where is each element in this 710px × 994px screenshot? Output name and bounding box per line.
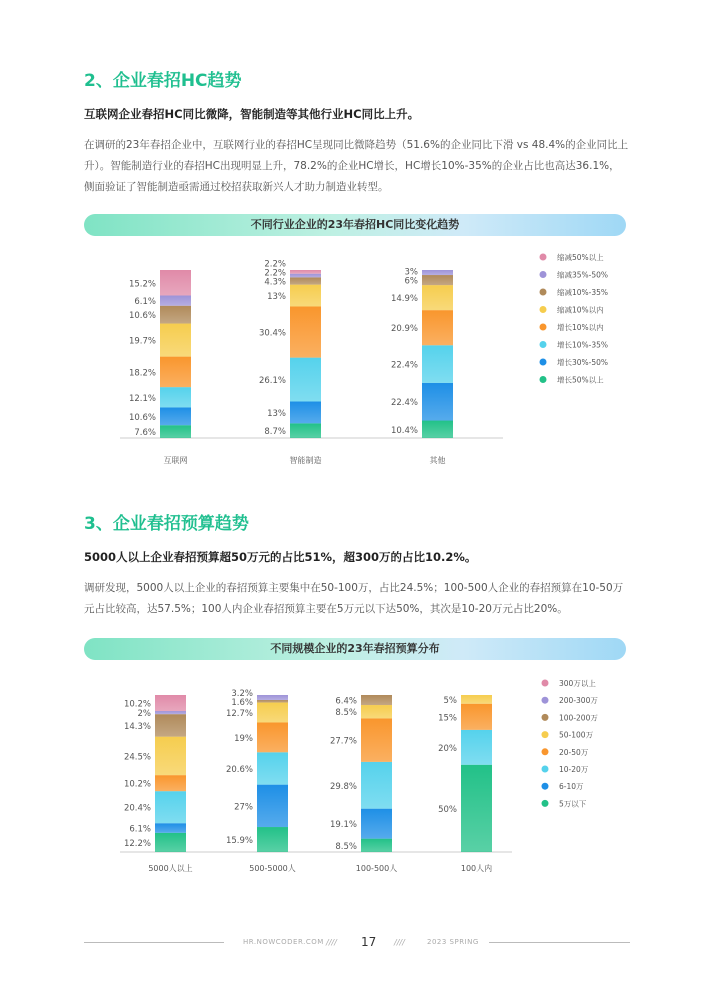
data-label: 7.6% bbox=[134, 428, 156, 439]
bar-segment bbox=[155, 695, 186, 711]
bar-segment bbox=[422, 310, 453, 345]
data-label: 22.4% bbox=[390, 360, 418, 371]
bar-segment bbox=[461, 765, 492, 852]
bar-segment bbox=[422, 270, 453, 275]
chart-1-title: 不同行业企业的23年春招HC同比变化趋势 bbox=[84, 214, 626, 236]
chart-2-title: 不同规模企业的23年春招预算分布 bbox=[84, 638, 626, 660]
data-label: 14.3% bbox=[123, 721, 151, 732]
bar-segment bbox=[290, 274, 321, 278]
legend-swatch bbox=[542, 697, 549, 704]
legend-label: 20-50万 bbox=[559, 747, 589, 757]
data-label: 50% bbox=[438, 804, 457, 815]
bar-segment bbox=[461, 730, 492, 765]
bar-segment bbox=[160, 387, 191, 407]
data-label: 29.8% bbox=[329, 781, 357, 792]
page-number: 17 bbox=[361, 935, 377, 949]
hc-trend-chart bbox=[0, 240, 710, 480]
bar-segment bbox=[422, 383, 453, 421]
bar-segment bbox=[422, 275, 453, 285]
bar-segment bbox=[461, 704, 492, 730]
data-label: 2.2% bbox=[264, 259, 286, 270]
bar-segment bbox=[155, 711, 186, 714]
data-label: 19.7% bbox=[128, 336, 156, 347]
footer-rule-left bbox=[84, 942, 224, 943]
legend-swatch bbox=[540, 359, 547, 366]
legend-label: 10-20万 bbox=[559, 765, 589, 774]
legend-swatch bbox=[540, 254, 547, 261]
legend-label: 5万以下 bbox=[559, 799, 587, 809]
section-2-lead: 互联网企业春招HC同比微降，智能制造等其他行业HC同比上升。 bbox=[84, 107, 420, 121]
category-label: 互联网 bbox=[163, 456, 188, 465]
bar-segment bbox=[290, 423, 321, 438]
legend-label: 缩减10%-35% bbox=[557, 288, 609, 297]
data-label: 15.9% bbox=[225, 836, 253, 847]
footer-sep-left: //// bbox=[326, 938, 337, 947]
data-label: 10.4% bbox=[390, 425, 418, 436]
data-label: 15% bbox=[438, 713, 457, 724]
bar-segment bbox=[361, 839, 392, 852]
legend-label: 缩减50%以上 bbox=[557, 253, 604, 262]
bar-segment bbox=[422, 285, 453, 310]
legend-swatch bbox=[542, 680, 549, 687]
legend-swatch bbox=[542, 800, 549, 807]
data-label: 30.4% bbox=[258, 328, 286, 339]
data-label: 8.5% bbox=[335, 708, 357, 719]
data-label: 3.2% bbox=[231, 688, 253, 699]
data-label: 13% bbox=[267, 408, 286, 419]
data-label: 3% bbox=[404, 267, 418, 278]
data-label: 20.4% bbox=[123, 803, 151, 814]
data-label: 6.1% bbox=[129, 824, 151, 835]
legend-swatch bbox=[542, 766, 549, 773]
footer-sep-right: //// bbox=[394, 938, 405, 947]
data-label: 10.2% bbox=[123, 699, 151, 710]
bar-segment bbox=[290, 358, 321, 402]
legend-label: 增长30%-50% bbox=[557, 358, 609, 367]
bar-segment bbox=[155, 823, 186, 833]
category-label: 其他 bbox=[429, 456, 446, 465]
bar-segment bbox=[257, 722, 288, 752]
bar-segment bbox=[361, 695, 392, 705]
data-label: 6% bbox=[404, 276, 418, 287]
data-label: 10.6% bbox=[128, 412, 156, 423]
data-label: 10.6% bbox=[128, 311, 156, 322]
bar-segment bbox=[290, 402, 321, 424]
bar-segment bbox=[155, 737, 186, 776]
legend-label: 200-300万 bbox=[559, 696, 598, 706]
bar-segment bbox=[361, 809, 392, 839]
data-label: 8.5% bbox=[335, 841, 357, 852]
category-label: 500-5000人 bbox=[249, 864, 296, 873]
legend-label: 缩减10%以内 bbox=[557, 305, 604, 315]
legend-swatch bbox=[540, 306, 547, 313]
footer-year: 2023 SPRING bbox=[427, 938, 479, 946]
data-label: 27.7% bbox=[329, 736, 357, 747]
legend-label: 300万以上 bbox=[559, 679, 596, 688]
legend-label: 50-100万 bbox=[559, 730, 594, 740]
bar-segment bbox=[257, 695, 288, 700]
data-label: 10.2% bbox=[123, 779, 151, 790]
legend-label: 6-10万 bbox=[559, 782, 584, 792]
data-label: 2.2% bbox=[264, 268, 286, 279]
bar-segment bbox=[160, 324, 191, 357]
data-label: 20% bbox=[438, 743, 457, 754]
data-label: 13% bbox=[267, 292, 286, 303]
section-3-paragraph: 调研发现，5000人以上企业的春招预算主要集中在50-100万，占比24.5%；100-500人企业的春招预算在10-50万元占比较高，达57.5%；100人内企业春招预算主要在5万元以下达50%，其次是10-20万元占比20%。 bbox=[84, 582, 624, 615]
section-3-lead: 5000人以上企业春招预算超50万元的占比51%，超300万的占比10.2%。 bbox=[84, 550, 477, 564]
legend-swatch bbox=[540, 324, 547, 331]
data-label: 2% bbox=[137, 709, 151, 720]
bar-segment bbox=[422, 345, 453, 383]
legend-swatch bbox=[540, 341, 547, 348]
legend-label: 增长50%以上 bbox=[557, 375, 604, 385]
data-label: 6.1% bbox=[134, 297, 156, 308]
budget-chart bbox=[0, 664, 710, 891]
data-label: 24.5% bbox=[123, 752, 151, 763]
bar-segment bbox=[160, 357, 191, 388]
bar-segment bbox=[290, 285, 321, 307]
data-label: 8.7% bbox=[264, 427, 286, 438]
hc-trend-chart-svg bbox=[0, 240, 710, 475]
legend-swatch bbox=[540, 289, 547, 296]
bar-segment bbox=[257, 827, 288, 852]
legend-swatch bbox=[542, 748, 549, 755]
legend-swatch bbox=[542, 731, 549, 738]
bar-segment bbox=[257, 785, 288, 827]
category-label: 智能制造 bbox=[289, 456, 322, 465]
bar-segment bbox=[290, 277, 321, 284]
footer-site: HR.NOWCODER.COM bbox=[243, 938, 324, 946]
data-label: 12.1% bbox=[128, 393, 156, 404]
footer-rule-right bbox=[489, 942, 630, 943]
bar-segment bbox=[155, 791, 186, 823]
bar-segment bbox=[160, 270, 191, 296]
bar-segment bbox=[290, 270, 321, 274]
bar-segment bbox=[160, 407, 191, 425]
bar-segment bbox=[257, 752, 288, 784]
bar-segment bbox=[257, 700, 288, 703]
legend-swatch bbox=[542, 783, 549, 790]
bar-segment bbox=[155, 833, 186, 852]
section-2-title: 2、企业春招HC趋势 bbox=[84, 71, 242, 91]
bar-segment bbox=[361, 705, 392, 718]
data-label: 22.4% bbox=[390, 398, 418, 409]
data-label: 26.1% bbox=[258, 376, 286, 387]
legend-label: 100-200万 bbox=[559, 713, 598, 723]
category-label: 5000人以上 bbox=[148, 864, 193, 873]
legend-swatch bbox=[542, 714, 549, 721]
bar-segment bbox=[461, 695, 492, 704]
legend-label: 增长10%以内 bbox=[557, 323, 604, 332]
bar-segment bbox=[160, 306, 191, 324]
bar-segment bbox=[160, 425, 191, 438]
data-label: 14.9% bbox=[390, 294, 418, 305]
legend-label: 增长10%-35% bbox=[557, 340, 609, 350]
bar-segment bbox=[257, 703, 288, 723]
data-label: 12.2% bbox=[123, 838, 151, 849]
data-label: 20.9% bbox=[390, 324, 418, 335]
bar-segment bbox=[361, 762, 392, 809]
data-label: 27% bbox=[234, 802, 253, 813]
data-label: 15.2% bbox=[128, 279, 156, 290]
data-label: 5% bbox=[443, 695, 457, 706]
category-label: 100-500人 bbox=[355, 864, 398, 873]
section-3-title: 3、企业春招预算趋势 bbox=[84, 514, 249, 534]
bar-segment bbox=[160, 296, 191, 306]
data-label: 4.3% bbox=[264, 277, 286, 288]
data-label: 1.6% bbox=[231, 697, 253, 708]
category-label: 100人内 bbox=[460, 864, 493, 873]
data-label: 20.6% bbox=[225, 764, 253, 775]
legend-label: 缩减35%-50% bbox=[557, 270, 609, 280]
bar-segment bbox=[361, 718, 392, 761]
legend-swatch bbox=[540, 271, 547, 278]
data-label: 12.7% bbox=[225, 709, 253, 720]
section-2-paragraph: 在调研的23年春招企业中，互联网行业的春招HC呈现同比微降趋势（51.6%的企业同比下滑 vs 48.4%的企业同比上升）。智能制造行业的春招HC出现明显上升，78.2%的企业HC增长，HC增长10%-35%的企业占比也高达36.1%，侧面验证了智能制造亟需通过校招获取新兴人才助力制造业转型。 bbox=[84, 139, 629, 193]
bar-segment bbox=[290, 306, 321, 357]
bar-segment bbox=[422, 421, 453, 438]
data-label: 19% bbox=[234, 733, 253, 744]
legend-swatch bbox=[540, 376, 547, 383]
data-label: 18.2% bbox=[128, 368, 156, 379]
bar-segment bbox=[155, 775, 186, 791]
budget-chart-svg bbox=[0, 664, 710, 886]
data-label: 6.4% bbox=[335, 696, 357, 707]
data-label: 19.1% bbox=[329, 820, 357, 831]
bar-segment bbox=[155, 714, 186, 736]
